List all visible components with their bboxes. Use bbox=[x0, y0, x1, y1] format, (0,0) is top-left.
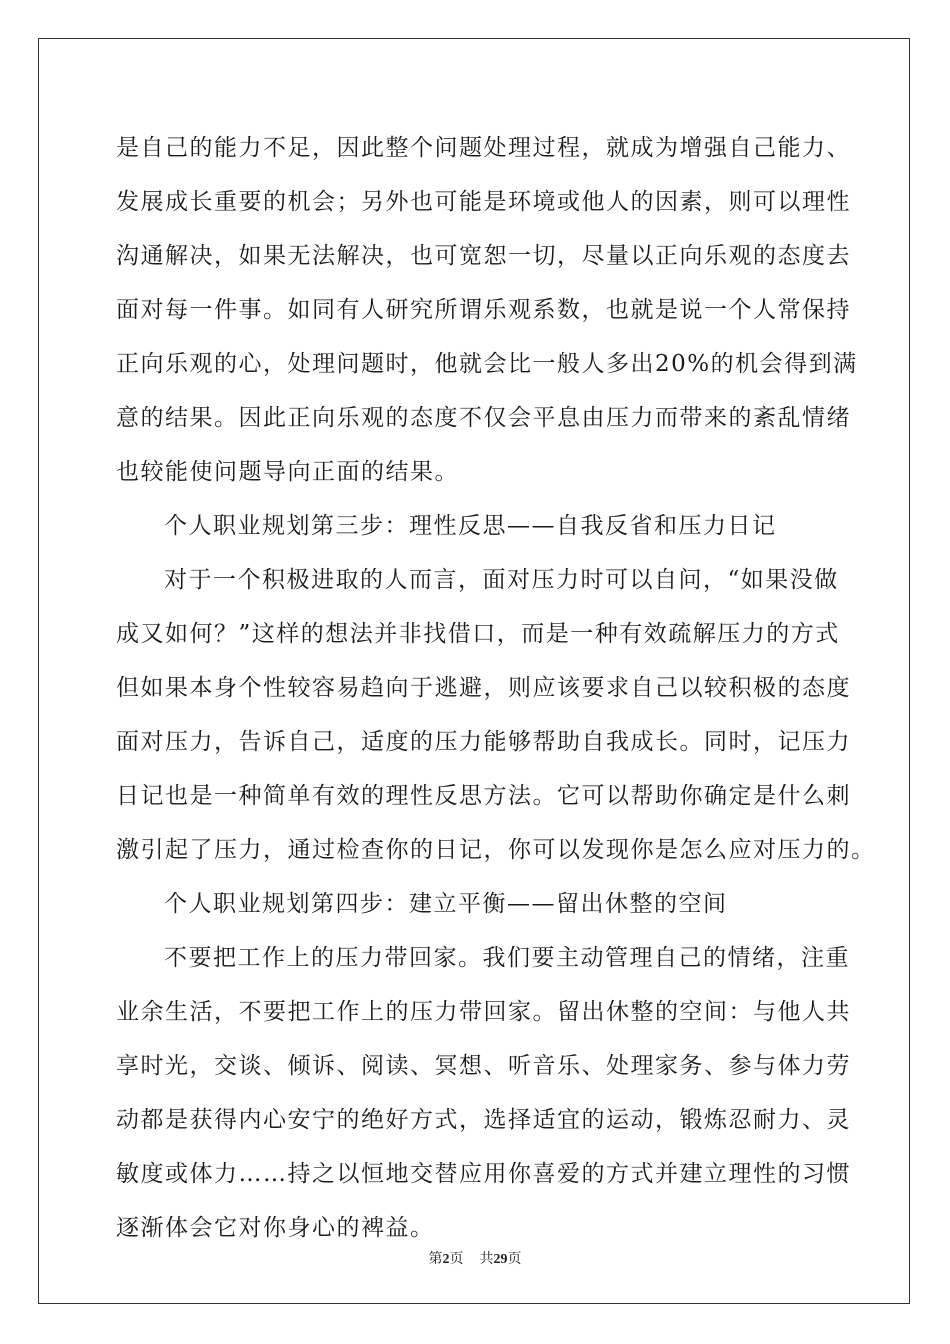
paragraph-line: 日记也是一种简单有效的理性反思方法。它可以帮助你确定是什么刺 bbox=[116, 783, 851, 809]
paragraph-line: 但如果本身个性较容易趋向于逃避，则应该要求自己以较积极的态度 bbox=[116, 675, 851, 701]
section-heading-step-four: 个人职业规划第四步：建立平衡——留出休整的空间 bbox=[164, 891, 728, 917]
paragraph-line: 意的结果。因此正向乐观的态度不仅会平息由压力而带来的紊乱情绪 bbox=[116, 405, 851, 431]
paragraph-line: 业余生活，不要把工作上的压力带回家。留出休整的空间：与他人共 bbox=[116, 999, 851, 1025]
total-suffix: 页 bbox=[507, 1252, 522, 1267]
paragraph-line: 逐渐体会它对你身心的裨益。 bbox=[116, 1215, 435, 1241]
document-body bbox=[116, 126, 876, 1260]
paragraph-line: 面对压力，告诉自己，适度的压力能够帮助自我成长。同时，记压力 bbox=[116, 729, 851, 755]
paragraph-line: 激引起了压力，通过检查你的日记，你可以发现你是怎么应对压力的。 bbox=[116, 837, 876, 863]
paragraph-line: 敏度或体力……持之以恒地交替应用你喜爱的方式并建立理性的习惯 bbox=[116, 1161, 851, 1187]
paragraph-line: 享时光，交谈、倾诉、阅读、冥想、听音乐、处理家务、参与体力劳 bbox=[116, 1053, 851, 1079]
paragraph-line: 沟通解决，如果无法解决，也可宽恕一切，尽量以正向乐观的态度去 bbox=[116, 243, 851, 269]
paragraph-line: 成又如何？”这样的想法并非找借口，而是一种有效疏解压力的方式 bbox=[116, 621, 840, 647]
page-footer bbox=[0, 1248, 950, 1268]
page-number: 2 bbox=[442, 1252, 450, 1267]
section-heading-step-three: 个人职业规划第三步：理性反思——自我反省和压力日记 bbox=[164, 513, 777, 539]
paragraph-line: 发展成长重要的机会；另外也可能是环境或他人的因素，则可以理性 bbox=[116, 189, 851, 215]
paragraph-line: 面对每一件事。如同有人研究所谓乐观系数，也就是说一个人常保持 bbox=[116, 297, 851, 323]
page-suffix: 页 bbox=[449, 1252, 464, 1267]
paragraph-line: 正向乐观的心，处理问题时，他就会比一般人多出20%的机会得到满 bbox=[116, 351, 858, 377]
paragraph-line: 动都是获得内心安宁的绝好方式，选择适宜的运动，锻炼忍耐力、灵 bbox=[116, 1107, 851, 1133]
paragraph-line: 对于一个积极进取的人而言，面对压力时可以自问，“如果没做 bbox=[164, 567, 839, 593]
paragraph-line: 不要把工作上的压力带回家。我们要主动管理自己的情绪，注重 bbox=[164, 945, 850, 971]
paragraph-line: 是自己的能力不足，因此整个问题处理过程，就成为增强自己能力、 bbox=[116, 135, 851, 161]
total-prefix: 共 bbox=[479, 1252, 494, 1267]
total-pages: 29 bbox=[493, 1252, 508, 1267]
page-prefix: 第 bbox=[428, 1252, 443, 1267]
paragraph-line: 也较能使问题导向正面的结果。 bbox=[116, 459, 459, 485]
